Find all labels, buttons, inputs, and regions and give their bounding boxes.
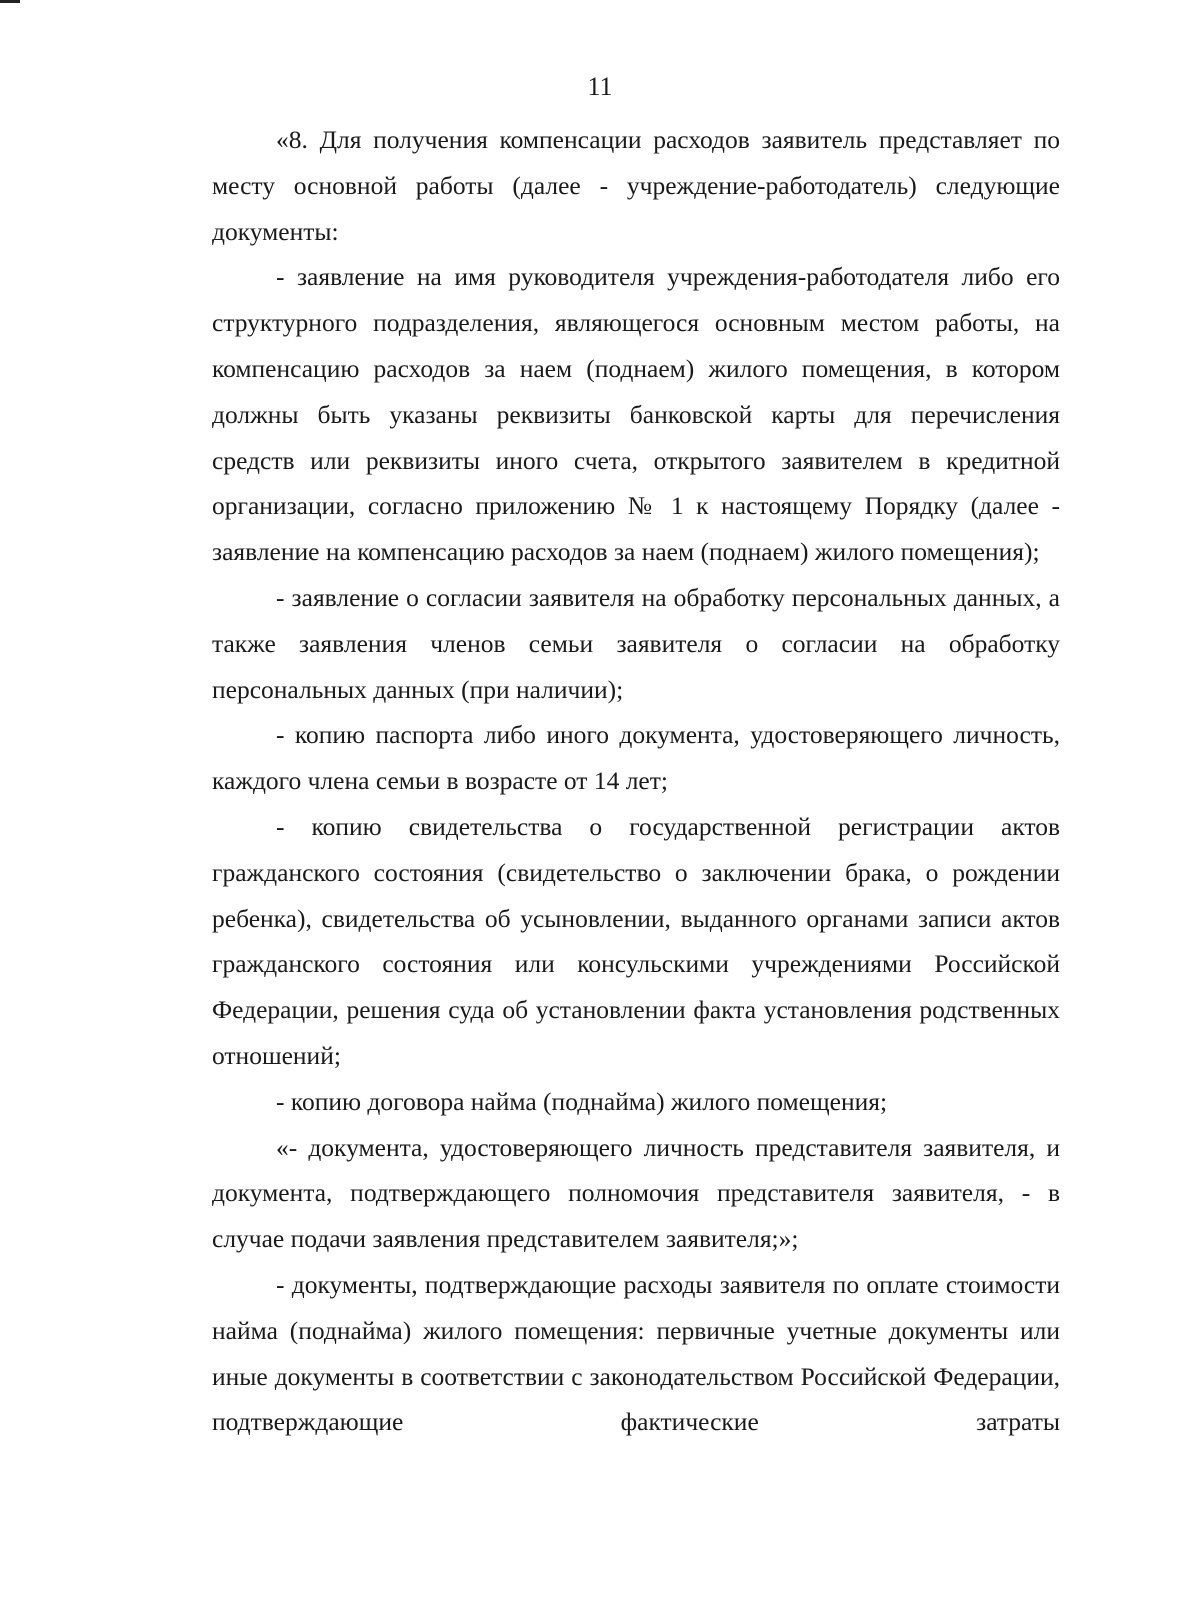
paragraph-representative-document: «- документа, удостоверяющего личность представителя заявителя, и документа, подтверждающего полномочия представителя заявителя, - в случае подачи заявления представителем заявителя;»; (212, 1132, 1060, 1254)
paragraph-application-compensation: - заявление на имя руководителя учреждения-работодателя либо его структурного подразделения, являющегося основным местом работы, на компенсацию расходов за наем (поднаем) жилого помещения, в котором должны быть указаны реквизиты банковской карты для перечисления средств или реквизиты иного счета, открытого заявителем в кредитной организации, согласно приложению № 1 к настоящему Порядку (далее - заявление на компенсацию расходов за наем (поднаем) жилого помещения); (212, 262, 1060, 567)
paragraph-rental-contract-copy: - копию договора найма (поднайма) жилого помещения; (276, 1086, 888, 1116)
paragraph-civil-status-certificate: - копию свидетельства о государственной регистрации актов гражданского состояния (свидетельство о заключении брака, о рождении ребенка), свидетельства об усыновлении, выданного органами записи актов гражданского состояния или консульскими учреждениями Российской Федерации, решения суда об установлении факта установления родственных отношений; (212, 811, 1060, 1070)
paragraph-passport-copy: - копию паспорта либо иного документа, удостоверяющего личность, каждого члена семьи в возрасте от 14 лет; (212, 720, 1060, 796)
page-number: 11 (587, 72, 613, 101)
paragraph-intro: «8. Для получения компенсации расходов заявитель представляет по месту основной работы (далее - учреждение-работодатель) следующие документы: (212, 125, 1060, 246)
paragraph-consent-personal-data: - заявление о согласии заявителя на обработку персональных данных, а также заявления членов семьи заявителя о согласии на обработку персональных данных (при наличии); (212, 582, 1060, 704)
paragraph-expense-documents: - документы, подтверждающие расходы заявителя по оплате стоимости найма (поднайма) жилого помещения: первичные учетные документы или иные документы в соответствии с законодательством Российской Федерации, подтверждающие фактические затраты (212, 1269, 1060, 1437)
document-body (212, 117, 1060, 1445)
